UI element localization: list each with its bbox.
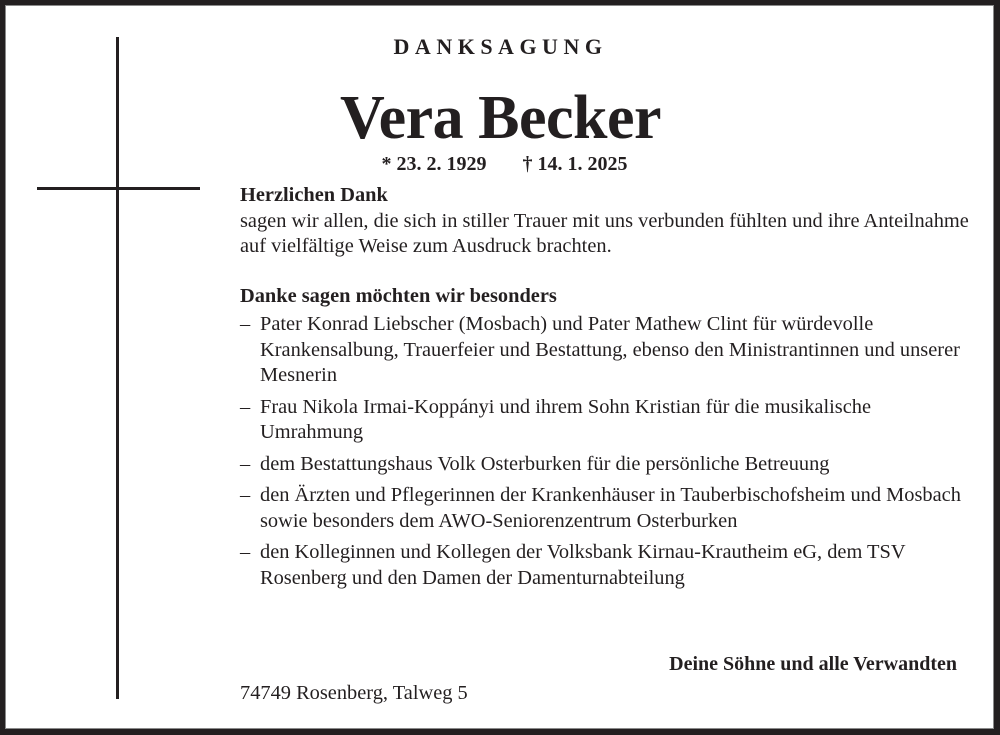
dash-bullet: –: [240, 395, 251, 418]
dash-bullet: –: [240, 484, 251, 506]
notice-heading: DANKSAGUNG: [393, 34, 608, 59]
list-item-text: Pater Konrad Liebscher (Mosbach) und Pater Mathew Clint für würdevolle Krankensalbung, Trauerfeier und Bestattung, ebenso den Ministrantinnen und unserer Mesnerin: [260, 313, 960, 386]
deceased-name: Vera Becker: [339, 84, 662, 152]
thanks-list: [240, 312, 970, 591]
intro-text: sagen wir allen, die sich in stiller Trauer mit uns verbunden fühlten und ihre Anteilnahme auf vielfältige Weise zum Ausdruck brachten.: [240, 209, 969, 257]
address: 74749 Rosenberg, Talweg 5: [240, 682, 468, 704]
list-item-text: den Kolleginnen und Kollegen der Volksbank Kirnau-Krautheim eG, dem TSV Rosenberg und den Damen der Damenturnabteilung: [260, 541, 906, 589]
obituary-notice: [5, 5, 994, 729]
list-item: [240, 395, 970, 446]
signature: Deine Söhne und alle Verwandten: [669, 653, 957, 675]
list-item-text: den Ärzten und Pflegerinnen der Krankenhäuser in Tauberbischofsheim und Mosbach sowie besonders dem AWO-Seniorenzentrum Osterburken: [260, 484, 961, 532]
list-item-text: Frau Nikola Irmai-Koppányi und ihrem Sohn Kristian für die musikalische Umrahmung: [260, 395, 872, 443]
list-item-text: dem Bestattungshaus Volk Osterburken für die persönliche Betreuung: [260, 452, 830, 475]
dash-bullet: –: [240, 313, 251, 335]
cross-icon-horizontal: [37, 187, 200, 190]
list-item: [240, 540, 970, 591]
death-date: † 14. 1. 2025: [522, 153, 628, 175]
list-item: [240, 312, 970, 389]
notice-body: [240, 183, 970, 597]
intro-heading: Herzlichen Dank: [240, 184, 388, 206]
life-dates: [6, 153, 995, 176]
dash-bullet: –: [240, 541, 251, 563]
birth-date: * 23. 2. 1929: [381, 153, 487, 175]
dash-bullet: –: [240, 452, 251, 475]
list-item: [240, 483, 970, 534]
thanks-heading: Danke sagen möchten wir besonders: [240, 284, 557, 307]
list-item: [240, 452, 970, 478]
